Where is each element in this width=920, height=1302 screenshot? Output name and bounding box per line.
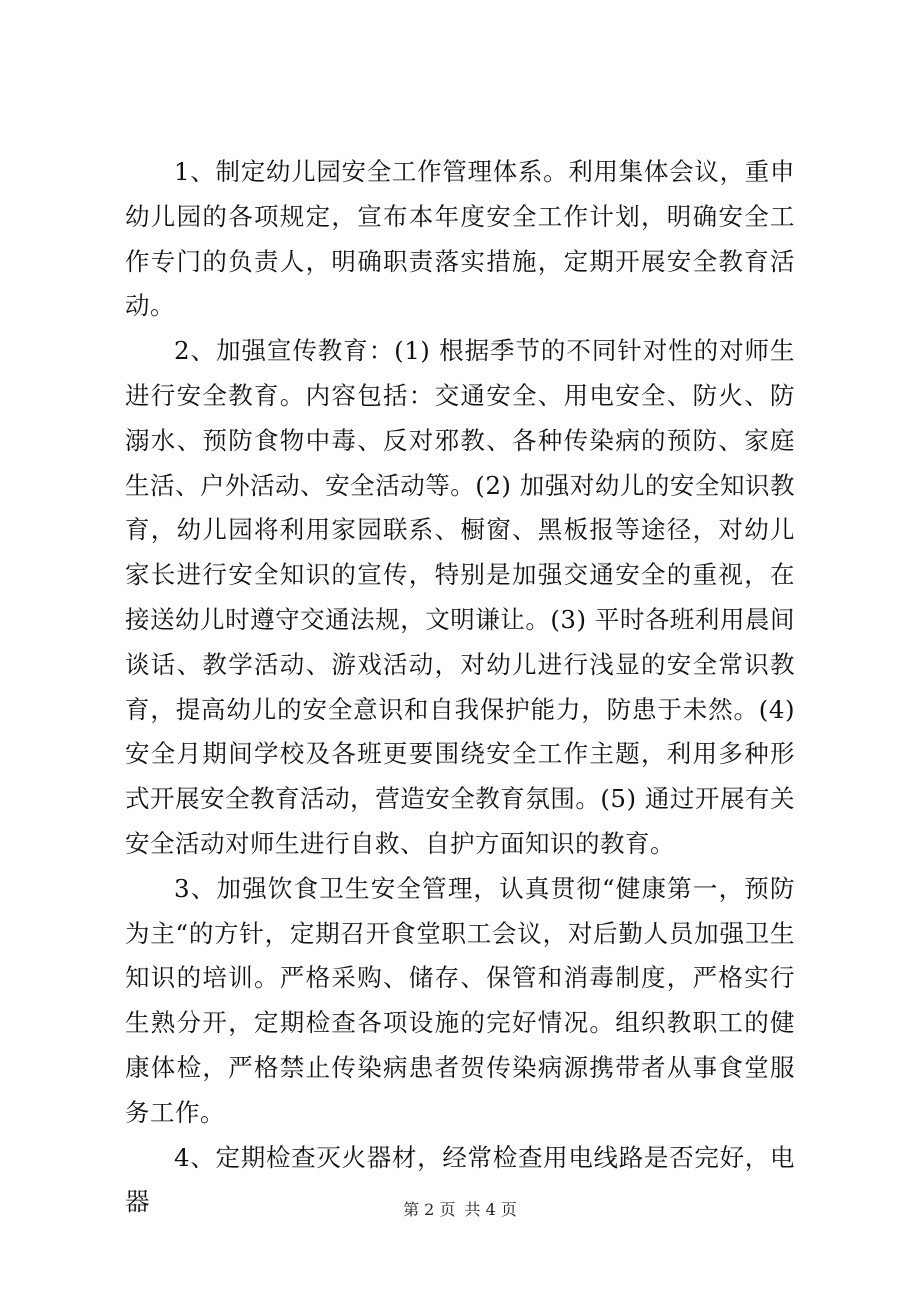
document-body [125,150,795,1225]
paragraph-3: 3、加强饮食卫生安全管理，认真贯彻“健康第一，预防为主“的方针，定期召开食堂职工会议，对后勤人员加强卫生知识的培训。严格采购、储存、保管和消毒制度，严格实行生熟分开，定期检查各项设施的完好情况。组织教职工的健康体检，严格禁止传染病患者贺传染病源携带者从事食堂服务工作。 [125,873,795,1127]
page-number: 第 2 页 [403,1200,456,1219]
paragraph-1: 1、制定幼儿园安全工作管理体系。利用集体会议，重申幼儿园的各项规定，宣布本年度安全工作计划，明确安全工作专门的负责人，明确职责落实措施，定期开展安全教育活动。 [125,157,795,321]
page-total: 共 4 页 [464,1200,517,1219]
paragraph-4: 4、定期检查灭火器材，经常检查用电线路是否完好，电器 [125,1142,795,1217]
page-footer [0,1198,920,1222]
paragraph-2: 2、加强宣传教育：(1) 根据季节的不同针对性的对师生进行安全教育。内容包括：交通安全、用电安全、防火、防溺水、预防食物中毒、反对邪教、各种传染病的预防、家庭生活、户外活动、安全活动等。(2) 加强对幼儿的安全知识教育，幼儿园将利用家园联系、橱窗、黑板报等途径，对幼儿家长进行安全知识的宣传，特别是加强交通安全的重视，在接送幼儿时遵守交通法规，文明谦让。(3) 平时各班利用晨间谈话、教学活动、游戏活动，对幼儿进行浅显的安全常识教育，提高幼儿的安全意识和自我保护能力，防患于未然。(4) 安全月期间学校及各班更要围绕安全工作主题，利用多种形式开展安全教育活动，营造安全教育氛围。(5) 通过开展有关安全活动对师生进行自救、自护方面知识的教育。 [125,336,795,858]
